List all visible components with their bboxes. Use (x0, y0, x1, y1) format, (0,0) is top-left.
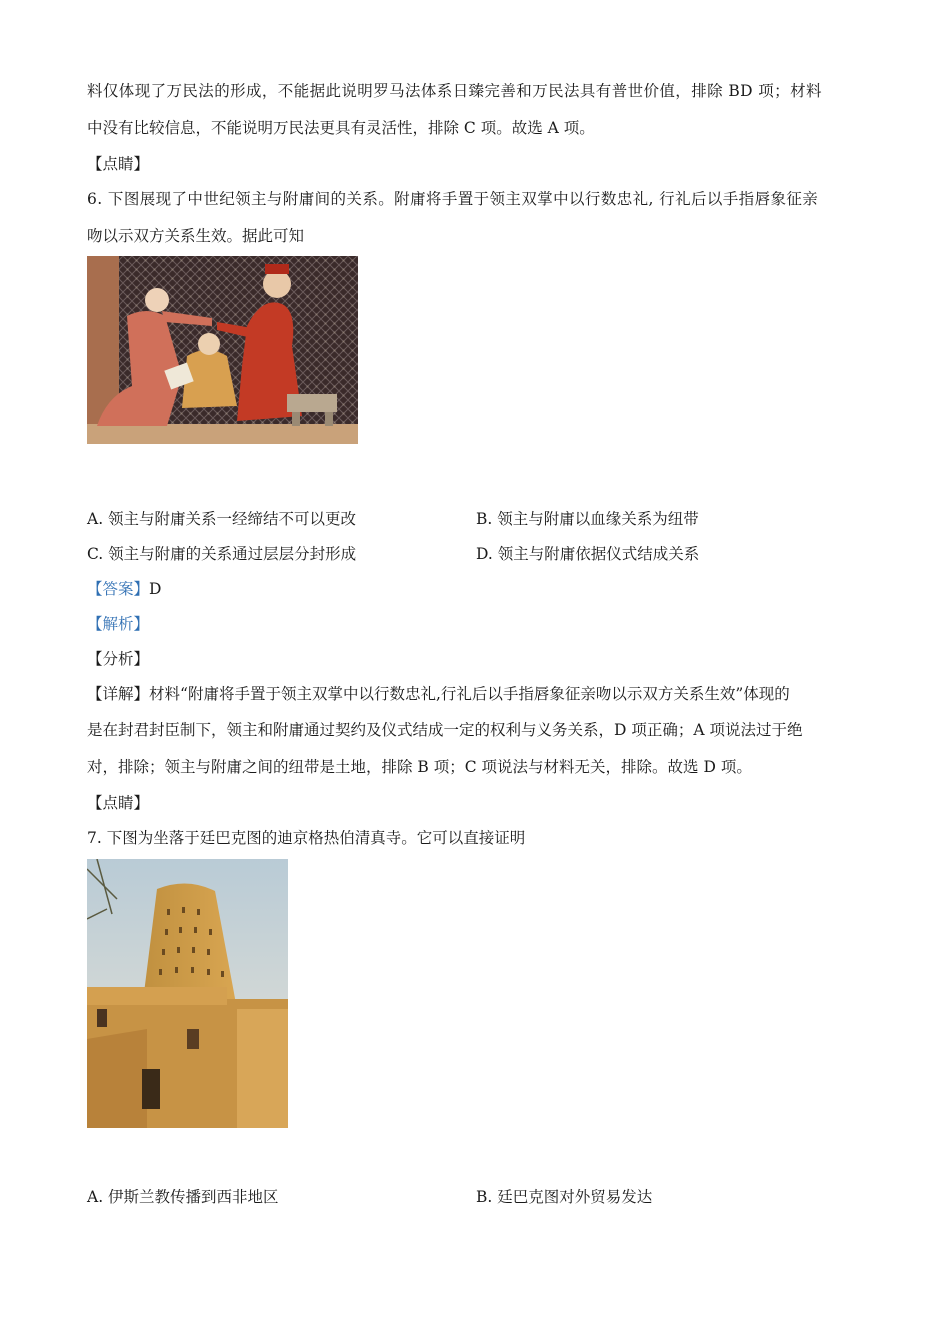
homage-illustration (87, 256, 358, 444)
detail-text-1: 材料“附庸将手置于领主双掌中以行数忠礼,行礼后以手指唇象征亲吻以示双方关系生效”体现的 (149, 685, 790, 703)
q6-stem-line-1: 6. 下图展现了中世纪领主与附庸间的关系。附庸将手置于领主双掌中以行数忠礼, 行礼后以手指唇象征亲 (87, 190, 819, 208)
q7-stem: 7. 下图为坐落于廷巴克图的迪京格热伯清真寺。它可以直接证明 (87, 829, 526, 847)
answer-tag: 【答案】 (87, 580, 150, 598)
intro-line-1: 料仅体现了万民法的形成，不能据此说明罗马法体系日臻完善和万民法具有普世价值，排除 BD 项；材料 (87, 82, 822, 100)
q6-option-a: A. 领主与附庸关系一经缔结不可以更改 (87, 510, 357, 528)
jiexi-label: 【解析】 (87, 615, 150, 633)
mosque-photo (87, 859, 288, 1128)
detail-line-3: 对，排除；领主与附庸之间的纽带是土地，排除 B 项；C 项说法与材料无关，排除。故选 D 项。 (87, 758, 752, 776)
q7-option-b: B. 廷巴克图对外贸易发达 (476, 1188, 653, 1206)
q6-option-c: C. 领主与附庸的关系通过层层分封形成 (87, 545, 357, 563)
detail-line-2: 是在封君封臣制下，领主和附庸通过契约及仪式结成一定的权利与义务关系，D 项正确；A 项说法过于绝 (87, 721, 803, 739)
q7-option-a: A. 伊斯兰教传播到西非地区 (87, 1188, 279, 1206)
answer-value: D (149, 580, 162, 598)
answer-line (87, 578, 161, 600)
intro-line-2: 中没有比较信息，不能说明万民法更具有灵活性，排除 C 项。故选 A 项。 (87, 119, 595, 137)
q6-option-d: D. 领主与附庸依据仪式结成关系 (476, 545, 700, 563)
dianjing-label: 【点睛】 (87, 155, 150, 173)
q6-option-b: B. 领主与附庸以血缘关系为纽带 (476, 510, 699, 528)
q6-stem-line-2: 吻以示双方关系生效。据此可知 (87, 227, 305, 245)
detail-line-1 (87, 683, 790, 705)
fenxi-label: 【分析】 (87, 650, 150, 668)
xiangjie-tag: 【详解】 (87, 685, 150, 703)
dianjing-label-2: 【点睛】 (87, 794, 150, 812)
